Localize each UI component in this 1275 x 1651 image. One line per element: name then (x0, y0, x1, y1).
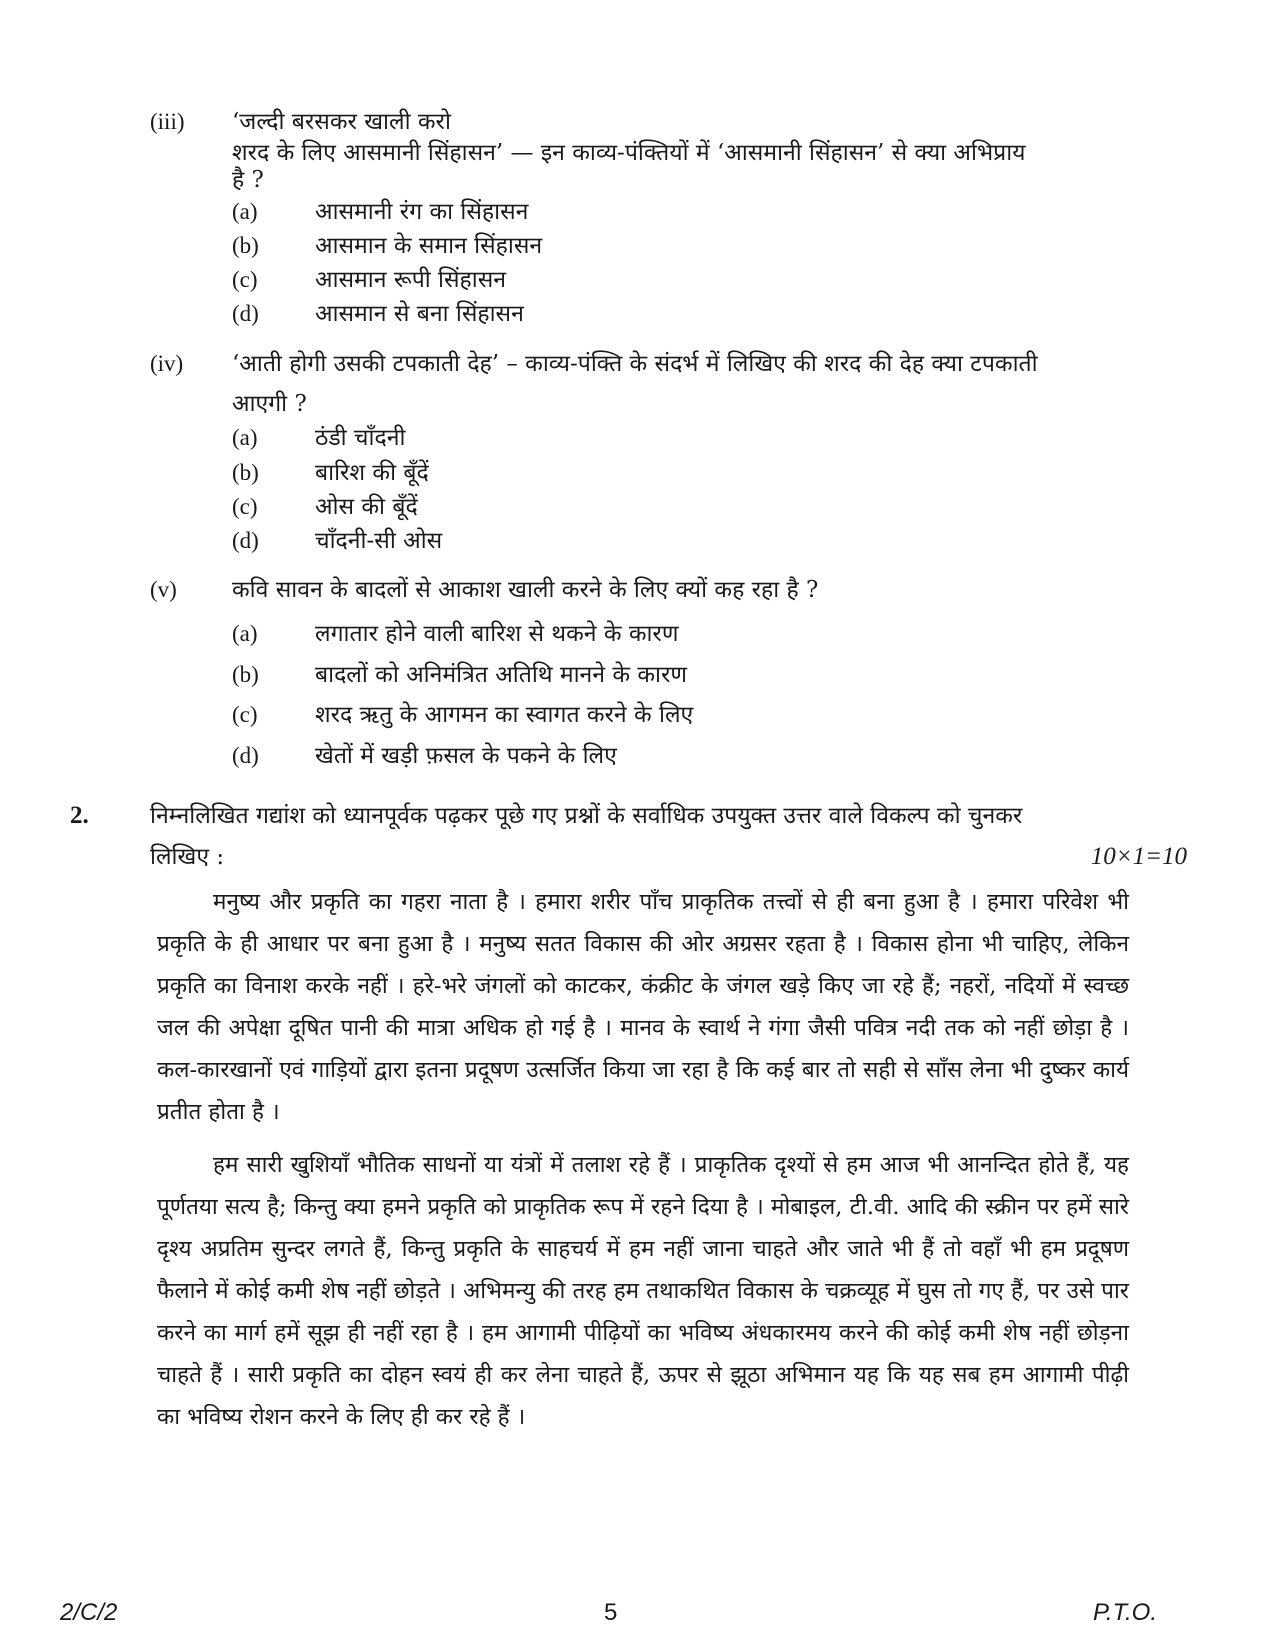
option-text: आसमान से बना सिंहासन (315, 301, 524, 327)
option-text: शरद ऋतु के आगमन का स्वागत करने के लिए (315, 702, 694, 728)
option-text: आसमानी रंग का सिंहासन (315, 199, 529, 225)
question-text-line: आएगी ? (232, 391, 307, 417)
question-number: 2. (70, 802, 89, 829)
option-label: (a) (232, 425, 258, 450)
option-text: ओस की बूँदें (315, 494, 418, 520)
option-text: ठंडी चाँदनी (315, 425, 406, 451)
option-label: (a) (232, 199, 258, 224)
option-label: (c) (232, 267, 258, 292)
question-number: (iii) (150, 109, 185, 134)
option-text: बारिश की बूँदें (315, 460, 429, 486)
paper-code: 2/C/2 (60, 1599, 118, 1626)
option-label: (b) (232, 233, 259, 258)
option-label: (d) (232, 301, 259, 326)
marks-allocation: 10×1=10 (1090, 843, 1187, 870)
question-text-line: कवि सावन के बादलों से आकाश खाली करने के लिए क्यों कह रहा है ? (232, 577, 819, 603)
passage-paragraph: हम सारी खुशियाँ भौतिक साधनों या यंत्रों में तलाश रहे हैं । प्राकृतिक दृश्यों से हम आज भी आनन्दित होते हैं, यह पूर्णतया सत्य है; किन्तु क्या हमने प्रकृति को प्राकृतिक रूप में रहने दिया है । मोबाइल, टी.वी. आदि की स्क्रीन पर हमें सारे दृश्य अप्रतिम सुन्दर लगते हैं, किन्तु प्रकृति के साहचर्य में हम नहीं जाना चाहते और जाते भी हैं तो वहाँ भी हम प्रदूषण फैलाने में कोई कमी शेष नहीं छोड़ते । अभिमन्यु की तरह हम तथाकथित विकास के चक्रव्यूह में घुस तो गए हैं, पर उसे पार करने का मार्ग हमें सूझ ही नहीं रहा है । हम आगामी पीढ़ियों का भविष्य अंधकारमय करने की कोई कमी शेष नहीं छोड़ना चाहते हैं । सारी प्रकृति का दोहन स्वयं ही कर लेना चाहते हैं, ऊपर से झूठा अभिमान यह कि यह सब हम आगामी पीढ़ी का भविष्य रोशन करने के लिए ही कर रहे हैं । (157, 1152, 1129, 1430)
question-text-line: ‘आती होगी उसकी टपकाती देह’ – काव्य-पंक्ति के संदर्भ में लिखिए की शरद की देह क्या टपकाती (232, 351, 1038, 377)
option-text: चाँदनी-सी ओस (315, 528, 443, 554)
question-number: (iv) (150, 351, 184, 376)
option-text: बादलों को अनिमंत्रित अतिथि मानने के कारण (315, 662, 688, 688)
option-label: (d) (232, 743, 259, 768)
question-instruction-line: निम्नलिखित गद्यांश को ध्यानपूर्वक पढ़कर पूछे गए प्रश्नों के सर्वाधिक उपयुक्त उत्तर वाले विकल्प को चुनकर (150, 803, 1023, 829)
question-text-line: शरद के लिए आसमानी सिंहासन’ — इन काव्य-पंक्तियों में ‘आसमानी सिंहासन’ से क्या अभिप्राय (232, 140, 1026, 166)
question-number: (v) (150, 577, 177, 602)
option-label: (d) (232, 528, 259, 553)
option-text: आसमान के समान सिंहासन (315, 233, 543, 259)
option-label: (b) (232, 460, 259, 485)
option-text: लगातार होने वाली बारिश से थकने के कारण (315, 621, 679, 647)
passage-paragraph: मनुष्य और प्रकृति का गहरा नाता है । हमारा शरीर पाँच प्राकृतिक तत्त्वों से ही बना हुआ है । हमारा परिवेश भी प्रकृति के ही आधार पर बना हुआ है । मनुष्य सतत विकास की ओर अग्रसर रहता है । विकास होना भी चाहिए, लेकिन प्रकृति का विनाश करके नहीं । हरे-भरे जंगलों को काटकर, कंक्रीट के जंगल खड़े किए जा रहे हैं; नहरों, नदियों में स्वच्छ जल की अपेक्षा दूषित पानी की मात्रा अधिक हो गई है । मानव के स्वार्थ ने गंगा जैसी पवित्र नदी तक को नहीं छोड़ा है । कल-कारखानों एवं गाड़ियों द्वारा इतना प्रदूषण उत्सर्जित किया जा रहा है कि कई बार तो सही से साँस लेना भी दुष्कर कार्य प्रतीत होता है । (157, 889, 1129, 1125)
option-label: (c) (232, 494, 258, 519)
question-instruction-line: लिखिए : (150, 844, 225, 870)
question-text-line: है ? (232, 167, 264, 193)
option-text: आसमान रूपी सिंहासन (315, 267, 507, 293)
please-turn-over: P.T.O. (1092, 1599, 1157, 1626)
option-label: (b) (232, 662, 259, 687)
option-text: खेतों में खड़ी फ़सल के पकने के लिए (315, 743, 617, 769)
page-number: 5 (604, 1599, 618, 1626)
option-label: (c) (232, 702, 258, 727)
option-label: (a) (232, 621, 258, 646)
question-text-line: ‘जल्दी बरसकर खाली करो (232, 109, 451, 135)
